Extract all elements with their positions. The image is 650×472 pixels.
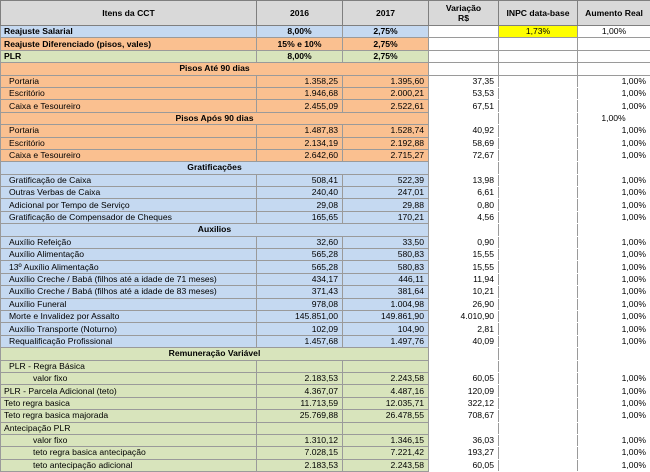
auxilio-row-label: Morte e Invalidez por Assalto	[1, 310, 257, 322]
pisos-apos-90-row-label: Escritório	[1, 137, 257, 149]
remuneracao-row-label: teto regra basica antecipação	[1, 447, 257, 459]
inpc-value: 1,73%	[499, 26, 578, 38]
pisos-apos-90-row-label: Caixa e Tesoureiro	[1, 149, 257, 161]
pisos-apos-90-row-variacao: 58,69	[429, 137, 499, 149]
auxilio-row	[1, 273, 650, 285]
gratificacao-row-inpc	[499, 211, 578, 223]
remuneracao-row-aumento-real	[578, 360, 650, 372]
remuneracao-row-aumento-real: 1,00%	[578, 372, 650, 384]
auxilio-row-aumento-real: 1,00%	[578, 310, 650, 322]
pisos-apos-90-row-2017: 1.528,74	[343, 125, 429, 137]
remuneracao-row-variacao: 36,03	[429, 434, 499, 446]
section-pisos-90	[1, 63, 650, 75]
remuneracao-row-2016: 7.028,15	[257, 447, 343, 459]
remuneracao-row-label: valor fixo	[1, 372, 257, 384]
remuneracao-row-label: PLR - Regra Básica	[1, 360, 257, 372]
auxilio-row	[1, 249, 650, 261]
pisos-apos-90-row-variacao: 40,92	[429, 125, 499, 137]
gratificacao-row-2016: 508,41	[257, 174, 343, 186]
remuneracao-row-variacao: 322,12	[429, 397, 499, 409]
auxilio-row-variacao: 40,09	[429, 335, 499, 347]
remuneracao-row-2016	[257, 422, 343, 434]
remuneracao-row-variacao: 193,27	[429, 447, 499, 459]
remuneracao-row	[1, 459, 650, 471]
auxilio-row-aumento-real: 1,00%	[578, 335, 650, 347]
pisos-90-row-2017: 1.395,60	[343, 75, 429, 87]
section-pisos-apos-90	[1, 112, 650, 124]
auxilio-row-2016: 1.457,68	[257, 335, 343, 347]
remuneracao-row-aumento-real: 1,00%	[578, 434, 650, 446]
auxilio-row-2016: 32,60	[257, 236, 343, 248]
remuneracao-row-aumento-real: 1,00%	[578, 397, 650, 409]
pisos-apos-90-row-2017: 2.192,88	[343, 137, 429, 149]
gratificacao-row	[1, 199, 650, 211]
auxilio-row-label: Auxílio Creche / Babá (filhos até a idade de 83 meses)	[1, 286, 257, 298]
remuneracao-row-2016: 2.183,53	[257, 459, 343, 471]
section-title-pisos-90: Pisos Até 90 dias	[1, 63, 429, 75]
auxilio-row-aumento-real: 1,00%	[578, 273, 650, 285]
row-plr	[1, 50, 650, 62]
gratificacao-row-2017: 29,88	[343, 199, 429, 211]
header-items: Itens da CCT	[1, 1, 257, 26]
plr-label: PLR	[1, 50, 257, 62]
auxilio-row-2017: 1.497,76	[343, 335, 429, 347]
pisos-apos-90-row-inpc	[499, 149, 578, 161]
pisos-90-row-label: Portaria	[1, 75, 257, 87]
remuneracao-row-inpc	[499, 372, 578, 384]
gratificacao-row	[1, 187, 650, 199]
pisos-apos-90-row-inpc	[499, 137, 578, 149]
remuneracao-row	[1, 397, 650, 409]
auxilio-row-inpc	[499, 335, 578, 347]
auxilio-row-aumento-real: 1,00%	[578, 286, 650, 298]
gratificacao-row-2017: 247,01	[343, 187, 429, 199]
gratificacao-row	[1, 211, 650, 223]
remuneracao-row-2016: 25.769,88	[257, 410, 343, 422]
remuneracao-row-2017: 26.478,55	[343, 410, 429, 422]
gratificacao-row-label: Gratificação de Compensador de Cheques	[1, 211, 257, 223]
header-2017: 2017	[343, 1, 429, 26]
auxilio-row-variacao: 2,81	[429, 323, 499, 335]
remuneracao-row-inpc	[499, 385, 578, 397]
reajuste-salarial-aumento: 1,00%	[578, 26, 650, 38]
header-aumento-real: Aumento Real	[578, 1, 650, 26]
remuneracao-row-2017: 7.221,42	[343, 447, 429, 459]
remuneracao-row-aumento-real: 1,00%	[578, 459, 650, 471]
header-inpc: INPC data-base	[499, 1, 578, 26]
row-reajuste-salarial	[1, 26, 650, 38]
section-remuneracao-variavel	[1, 348, 650, 360]
gratificacao-row-inpc	[499, 199, 578, 211]
auxilio-row-label: Auxílio Transporte (Noturno)	[1, 323, 257, 335]
section-title: Auxilios	[1, 224, 429, 236]
gratificacao-row-2017: 522,39	[343, 174, 429, 186]
remuneracao-row-2017	[343, 360, 429, 372]
auxilio-row-inpc	[499, 286, 578, 298]
auxilio-row-2016: 978,08	[257, 298, 343, 310]
remuneracao-row	[1, 372, 650, 384]
remuneracao-row-aumento-real: 1,00%	[578, 385, 650, 397]
auxilio-row-inpc	[499, 323, 578, 335]
auxilio-row-2017: 33,50	[343, 236, 429, 248]
pisos-90-row-label: Escritório	[1, 87, 257, 99]
gratificacao-row-label: Gratificação de Caixa	[1, 174, 257, 186]
auxilio-row-2016: 565,28	[257, 249, 343, 261]
remuneracao-row-aumento-real: 1,00%	[578, 447, 650, 459]
remuneracao-row	[1, 422, 650, 434]
auxilio-row	[1, 236, 650, 248]
auxilio-row	[1, 298, 650, 310]
pisos-90-row-aumento-real: 1,00%	[578, 100, 650, 112]
auxilio-row-variacao: 4.010,90	[429, 310, 499, 322]
gratificacao-row-label: Outras Verbas de Caixa	[1, 187, 257, 199]
auxilio-row-aumento-real: 1,00%	[578, 298, 650, 310]
remuneracao-row-2016: 11.713,59	[257, 397, 343, 409]
pisos-90-row-2017: 2.522,61	[343, 100, 429, 112]
auxilio-row-inpc	[499, 236, 578, 248]
row-reajuste-diferenciado	[1, 38, 650, 50]
remuneracao-row-2017: 2.243,58	[343, 372, 429, 384]
gratificacao-row-2016: 29,08	[257, 199, 343, 211]
auxilio-row-label: Auxílio Funeral	[1, 298, 257, 310]
pisos-90-row-inpc	[499, 75, 578, 87]
auxilio-row-2017: 149.861,90	[343, 310, 429, 322]
remuneracao-row-2017: 2.243,58	[343, 459, 429, 471]
section-title: Pisos Após 90 dias	[1, 112, 429, 124]
auxilio-row-variacao: 11,94	[429, 273, 499, 285]
pisos-apos-90-row-aumento-real: 1,00%	[578, 137, 650, 149]
remuneracao-row	[1, 410, 650, 422]
auxilio-row	[1, 335, 650, 347]
remuneracao-row-inpc	[499, 397, 578, 409]
reajuste-salarial-label: Reajuste Salarial	[1, 26, 257, 38]
section-aumento-real: 1,00%	[578, 112, 650, 124]
remuneracao-row-2017: 1.346,15	[343, 434, 429, 446]
remuneracao-row	[1, 385, 650, 397]
header-variacao-line1: Variação	[446, 3, 481, 13]
auxilio-row-aumento-real: 1,00%	[578, 261, 650, 273]
pisos-90-row-2016: 2.455,09	[257, 100, 343, 112]
auxilio-row-aumento-real: 1,00%	[578, 323, 650, 335]
auxilio-row-2017: 104,90	[343, 323, 429, 335]
remuneracao-row-2017: 4.487,16	[343, 385, 429, 397]
pisos-90-row-inpc	[499, 100, 578, 112]
plr-2017: 2,75%	[343, 50, 429, 62]
remuneracao-row-variacao: 120,09	[429, 385, 499, 397]
gratificacao-row-2016: 240,40	[257, 187, 343, 199]
pisos-90-row	[1, 75, 650, 87]
remuneracao-row-aumento-real: 1,00%	[578, 410, 650, 422]
pisos-apos-90-row	[1, 149, 650, 161]
remuneracao-row-label: Antecipação PLR	[1, 422, 257, 434]
remuneracao-row-2017	[343, 422, 429, 434]
auxilio-row	[1, 261, 650, 273]
auxilio-row-2016: 434,17	[257, 273, 343, 285]
gratificacao-row-aumento-real: 1,00%	[578, 187, 650, 199]
remuneracao-row-variacao: 60,05	[429, 372, 499, 384]
auxilio-row-label: Auxílio Alimentação	[1, 249, 257, 261]
header-variacao	[429, 1, 499, 26]
pisos-apos-90-row-inpc	[499, 125, 578, 137]
remuneracao-row	[1, 360, 650, 372]
auxilio-row	[1, 323, 650, 335]
auxilio-row-2017: 1.004,98	[343, 298, 429, 310]
remuneracao-row-2016	[257, 360, 343, 372]
pisos-apos-90-row-2016: 2.642,60	[257, 149, 343, 161]
auxilio-row-label: Auxílio Creche / Babá (filhos até a idade de 71 meses)	[1, 273, 257, 285]
gratificacao-row-inpc	[499, 187, 578, 199]
reajuste-salarial-variacao	[429, 26, 499, 38]
auxilio-row-label: 13º Auxílio Alimentação	[1, 261, 257, 273]
pisos-90-row-variacao: 67,51	[429, 100, 499, 112]
auxilio-row-2017: 446,11	[343, 273, 429, 285]
auxilio-row-2016: 102,09	[257, 323, 343, 335]
auxilio-row-2016: 145.851,00	[257, 310, 343, 322]
reajuste-diferenciado-2017: 2,75%	[343, 38, 429, 50]
remuneracao-row-inpc	[499, 360, 578, 372]
remuneracao-row-aumento-real	[578, 422, 650, 434]
auxilio-row-variacao: 10,21	[429, 286, 499, 298]
section-title: Gratificações	[1, 162, 429, 174]
reajuste-diferenciado-label: Reajuste Diferenciado (pisos, vales)	[1, 38, 257, 50]
auxilio-row	[1, 286, 650, 298]
header-variacao-line2: R$	[458, 13, 469, 23]
remuneracao-row-2016: 2.183,53	[257, 372, 343, 384]
pisos-apos-90-row-2016: 1.487,83	[257, 125, 343, 137]
gratificacao-row-aumento-real: 1,00%	[578, 199, 650, 211]
remuneracao-row-label: Teto regra basica	[1, 397, 257, 409]
pisos-90-row	[1, 87, 650, 99]
reajuste-salarial-2016: 8,00%	[257, 26, 343, 38]
auxilio-row-aumento-real: 1,00%	[578, 249, 650, 261]
remuneracao-row-variacao: 60,05	[429, 459, 499, 471]
remuneracao-row-inpc	[499, 434, 578, 446]
pisos-90-row-inpc	[499, 87, 578, 99]
auxilio-row-inpc	[499, 249, 578, 261]
remuneracao-row-variacao	[429, 360, 499, 372]
pisos-90-row-variacao: 37,35	[429, 75, 499, 87]
remuneracao-row-inpc	[499, 422, 578, 434]
auxilio-row-label: Requalificação Profissional	[1, 335, 257, 347]
remuneracao-row-2017: 12.035,71	[343, 397, 429, 409]
pisos-apos-90-row-aumento-real: 1,00%	[578, 149, 650, 161]
remuneracao-row-inpc	[499, 459, 578, 471]
gratificacao-row-aumento-real: 1,00%	[578, 174, 650, 186]
auxilio-row	[1, 310, 650, 322]
pisos-90-row-2017: 2.000,21	[343, 87, 429, 99]
auxilio-row-variacao: 15,55	[429, 249, 499, 261]
remuneracao-row	[1, 447, 650, 459]
pisos-apos-90-row	[1, 125, 650, 137]
pisos-apos-90-row-2016: 2.134,19	[257, 137, 343, 149]
remuneracao-row-variacao	[429, 422, 499, 434]
remuneracao-row-label: valor fixo	[1, 434, 257, 446]
section-title: Remuneração Variável	[1, 348, 429, 360]
remuneracao-row	[1, 434, 650, 446]
pisos-apos-90-row-aumento-real: 1,00%	[578, 125, 650, 137]
auxilio-row-inpc	[499, 310, 578, 322]
remuneracao-row-variacao: 708,67	[429, 410, 499, 422]
gratificacao-row	[1, 174, 650, 186]
gratificacao-row-inpc	[499, 174, 578, 186]
auxilio-row-label: Auxílio Refeição	[1, 236, 257, 248]
auxilio-row-2017: 580,83	[343, 249, 429, 261]
reajuste-diferenciado-2016: 15% e 10%	[257, 38, 343, 50]
gratificacao-row-2017: 170,21	[343, 211, 429, 223]
gratificacao-row-variacao: 4,56	[429, 211, 499, 223]
pisos-90-row-label: Caixa e Tesoureiro	[1, 100, 257, 112]
auxilio-row-2017: 381,64	[343, 286, 429, 298]
reajuste-salarial-2017: 2,75%	[343, 26, 429, 38]
auxilio-row-2017: 580,83	[343, 261, 429, 273]
header-2016: 2016	[257, 1, 343, 26]
auxilio-row-inpc	[499, 298, 578, 310]
auxilio-row-2016: 371,43	[257, 286, 343, 298]
remuneracao-row-2016: 1.310,12	[257, 434, 343, 446]
remuneracao-row-inpc	[499, 447, 578, 459]
auxilio-row-variacao: 15,55	[429, 261, 499, 273]
pisos-90-row-aumento-real: 1,00%	[578, 87, 650, 99]
auxilio-row-inpc	[499, 273, 578, 285]
auxilio-row-aumento-real: 1,00%	[578, 236, 650, 248]
section-auxilios	[1, 224, 650, 236]
remuneracao-row-label: teto antecipação adicional	[1, 459, 257, 471]
gratificacao-row-aumento-real: 1,00%	[578, 211, 650, 223]
remuneracao-row-label: PLR - Parcela Adicional (teto)	[1, 385, 257, 397]
header-row	[1, 1, 650, 26]
auxilio-row-inpc	[499, 261, 578, 273]
plr-2016: 8,00%	[257, 50, 343, 62]
pisos-apos-90-row-variacao: 72,67	[429, 149, 499, 161]
section-gratificacoes	[1, 162, 650, 174]
pisos-90-row-2016: 1.946,68	[257, 87, 343, 99]
gratificacao-row-variacao: 0,80	[429, 199, 499, 211]
pisos-90-row	[1, 100, 650, 112]
pisos-apos-90-row-label: Portaria	[1, 125, 257, 137]
gratificacao-row-label: Adicional por Tempo de Serviço	[1, 199, 257, 211]
pisos-apos-90-row	[1, 137, 650, 149]
remuneracao-row-inpc	[499, 410, 578, 422]
remuneracao-row-label: Teto regra basica majorada	[1, 410, 257, 422]
pisos-90-row-2016: 1.358,25	[257, 75, 343, 87]
pisos-apos-90-row-2017: 2.715,27	[343, 149, 429, 161]
auxilio-row-variacao: 0,90	[429, 236, 499, 248]
auxilio-row-variacao: 26,90	[429, 298, 499, 310]
gratificacao-row-variacao: 6,61	[429, 187, 499, 199]
gratificacao-row-variacao: 13,98	[429, 174, 499, 186]
pisos-90-row-aumento-real: 1,00%	[578, 75, 650, 87]
auxilio-row-2016: 565,28	[257, 261, 343, 273]
remuneracao-row-2016: 4.367,07	[257, 385, 343, 397]
gratificacao-row-2016: 165,65	[257, 211, 343, 223]
pisos-90-row-variacao: 53,53	[429, 87, 499, 99]
